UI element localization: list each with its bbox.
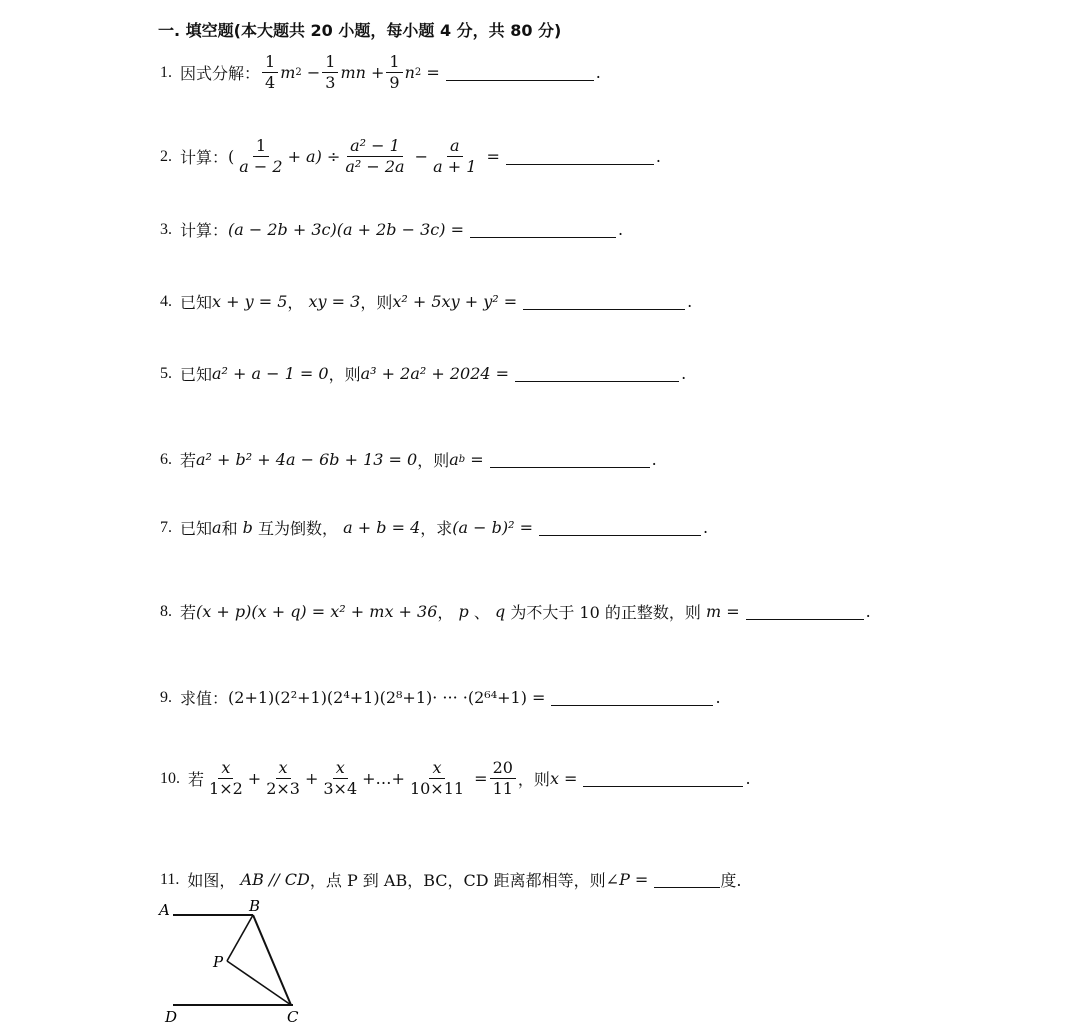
label-b: B — [249, 897, 261, 915]
fraction: $\frac{\text{a² − 1}}{\text{a² − 2a}}$ — [345, 136, 405, 176]
answer-blank[interactable] — [523, 309, 685, 310]
connector: ，则 — [417, 451, 450, 470]
fraction: $\frac{1}{4}$ — [262, 52, 278, 93]
fraction: $\frac{x}{2\times 3}$ — [266, 758, 300, 798]
condition: AB // CD — [240, 870, 310, 889]
expression: m = — [705, 602, 740, 621]
question-number: 10. — [160, 769, 180, 787]
label-a: A — [159, 901, 170, 919]
question-prefix: 已知 — [180, 365, 213, 384]
question-prefix: 计算： — [180, 148, 229, 167]
question-prefix: 求值： — [180, 689, 229, 708]
line-bp — [227, 915, 253, 961]
question-number: 4. — [160, 292, 172, 310]
question-number: 1. — [160, 63, 172, 81]
expression: (a − b)² = — [452, 518, 534, 537]
answer-blank[interactable] — [746, 619, 864, 620]
fraction: $\frac{x}{1\times 2}$ — [209, 758, 243, 798]
expression: a — [449, 450, 459, 469]
question-number: 5. — [160, 364, 172, 382]
term: + a) ÷ — [287, 147, 341, 166]
question-prefix: 因式分解： — [180, 64, 261, 83]
connector: 和 — [221, 519, 238, 538]
connector: ，则 — [517, 770, 550, 789]
condition: a² + a − 1 = 0 — [212, 364, 329, 383]
question-prefix: 如图， — [187, 871, 236, 890]
answer-blank[interactable] — [654, 887, 720, 888]
variable: b — [242, 518, 253, 537]
connector: 、 — [473, 603, 490, 622]
fraction: $\frac{x}{10\times 11}$ — [409, 758, 465, 798]
fraction: $\frac{20}{11}$ — [490, 758, 516, 799]
connector: ，则 — [328, 365, 361, 384]
answer-blank[interactable] — [490, 467, 650, 468]
unit: 度. — [720, 871, 742, 890]
expression: (2+1)(2²+1)(2⁴+1)(2⁸+1)· ··· ·(2⁶⁴+1) = — [228, 688, 546, 707]
question-8: 8. 若 (x + p)(x + q) = x² + mx + 36 ， p 、 q 为不大于 10 的正整数，则 m = . — [160, 602, 871, 622]
connector: 互为倒数， — [258, 519, 339, 538]
answer-blank[interactable] — [583, 786, 743, 787]
condition: (x + p)(x + q) = x² + mx + 36 — [196, 602, 438, 621]
variable: p — [458, 602, 469, 621]
question-number: 6. — [160, 450, 172, 468]
condition: xy = 3 — [308, 292, 361, 311]
answer-blank[interactable] — [506, 164, 654, 165]
label-d: D — [165, 1008, 178, 1024]
condition: a + b = 4 — [343, 518, 421, 537]
question-prefix: 若 — [188, 770, 205, 789]
question-9: 9. 求值： (2+1)(2²+1)(2⁴+1)(2⁸+1)· ··· ·(2⁶⁴+1) = . — [160, 688, 721, 708]
fraction: $\frac{1}{a - 2}$ — [239, 136, 283, 176]
label-p: P — [213, 953, 224, 971]
label-c: C — [287, 1008, 299, 1024]
section-title: 一. 填空题(本大题共 20 小题，每小题 4 分，共 80 分) — [158, 21, 562, 40]
connector: ，则 — [360, 293, 393, 312]
connector: 为不大于 10 的正整数，则 — [510, 603, 701, 622]
question-prefix: 已知 — [180, 293, 213, 312]
geometry-figure — [155, 895, 325, 1024]
answer-blank[interactable] — [539, 535, 701, 536]
question-prefix: 计算： — [180, 221, 229, 240]
connector: ， — [437, 603, 454, 622]
question-10: 10. 若 $\frac{x}{1\times 2}$ + $\frac{x}{2\times 3}$ + $\frac{x}{3\times 4}$ +…+ $\frac{x}{10\times 11}$ = $\frac{20}{11}$ ，则 x = . — [160, 758, 751, 798]
question-2: 2. 计算： ( $\frac{1}{a - 2}$ + a) ÷ $\frac{\text{a² − 1}}{\text{a² − 2a}}$ − $\frac{a}{a + 1}$ = . — [160, 136, 661, 176]
expression: ∠P = — [605, 870, 649, 889]
fraction: $\frac{x}{3\times 4}$ — [323, 758, 358, 798]
fraction: $\frac{1}{9}$ — [386, 52, 402, 93]
question-5: 5. 已知 a² + a − 1 = 0 ，则 a³ + 2a² + 2024 = . — [160, 364, 687, 384]
ellipsis: +…+ — [362, 769, 405, 788]
answer-blank[interactable] — [515, 381, 679, 382]
question-4: 4. 已知 x + y = 5 ， xy = 3 ，则 x² + 5xy + y² = . — [160, 292, 693, 312]
question-prefix: 若 — [180, 603, 197, 622]
fraction: $\frac{a}{a + 1}$ — [433, 136, 477, 176]
term: n — [404, 63, 415, 82]
expression: x = — [549, 769, 578, 788]
expression: (a − 2b + 3c)(a + 2b − 3c) = — [228, 220, 464, 239]
answer-blank[interactable] — [446, 80, 594, 81]
variable: q — [494, 602, 506, 621]
question-number: 3. — [160, 220, 172, 238]
question-7: 7. 已知 a 和 b 互为倒数， a + b = 4 ，求 (a − b)² = . — [160, 518, 709, 538]
condition: a² + b² + 4a − 6b + 13 = 0 — [196, 450, 418, 469]
expression: a³ + 2a² + 2024 = — [360, 364, 510, 383]
term: m — [280, 63, 296, 82]
question-1: 1. 因式分解： $\frac{1}{4}$ m 2 − $\frac{1}{3}$ mn + $\frac{1}{9}$ n 2 = . — [160, 52, 601, 92]
question-number: 2. — [160, 147, 172, 165]
question-number: 11. — [160, 870, 180, 888]
fraction: $\frac{1}{3}$ — [322, 52, 338, 93]
connector: ，求 — [420, 519, 453, 538]
question-prefix: 若 — [180, 451, 197, 470]
question-number: 9. — [160, 688, 172, 706]
connector: ，点 P 到 AB，BC，CD 距离都相等，则 — [309, 871, 606, 890]
answer-blank[interactable] — [551, 705, 713, 706]
answer-blank[interactable] — [470, 237, 616, 238]
question-number: 8. — [160, 602, 172, 620]
question-3: 3. 计算： (a − 2b + 3c)(a + 2b − 3c) = . — [160, 220, 624, 240]
expression: x² + 5xy + y² = — [392, 292, 518, 311]
variable: a — [212, 518, 222, 537]
question-11 — [160, 868, 741, 891]
question-6: 6. 若 a² + b² + 4a − 6b + 13 = 0 ，则 a b = . — [160, 450, 657, 470]
condition: x + y = 5 — [212, 292, 288, 311]
question-number: 7. — [160, 518, 172, 536]
term: mn — [340, 63, 366, 82]
question-prefix: 已知 — [180, 519, 213, 538]
